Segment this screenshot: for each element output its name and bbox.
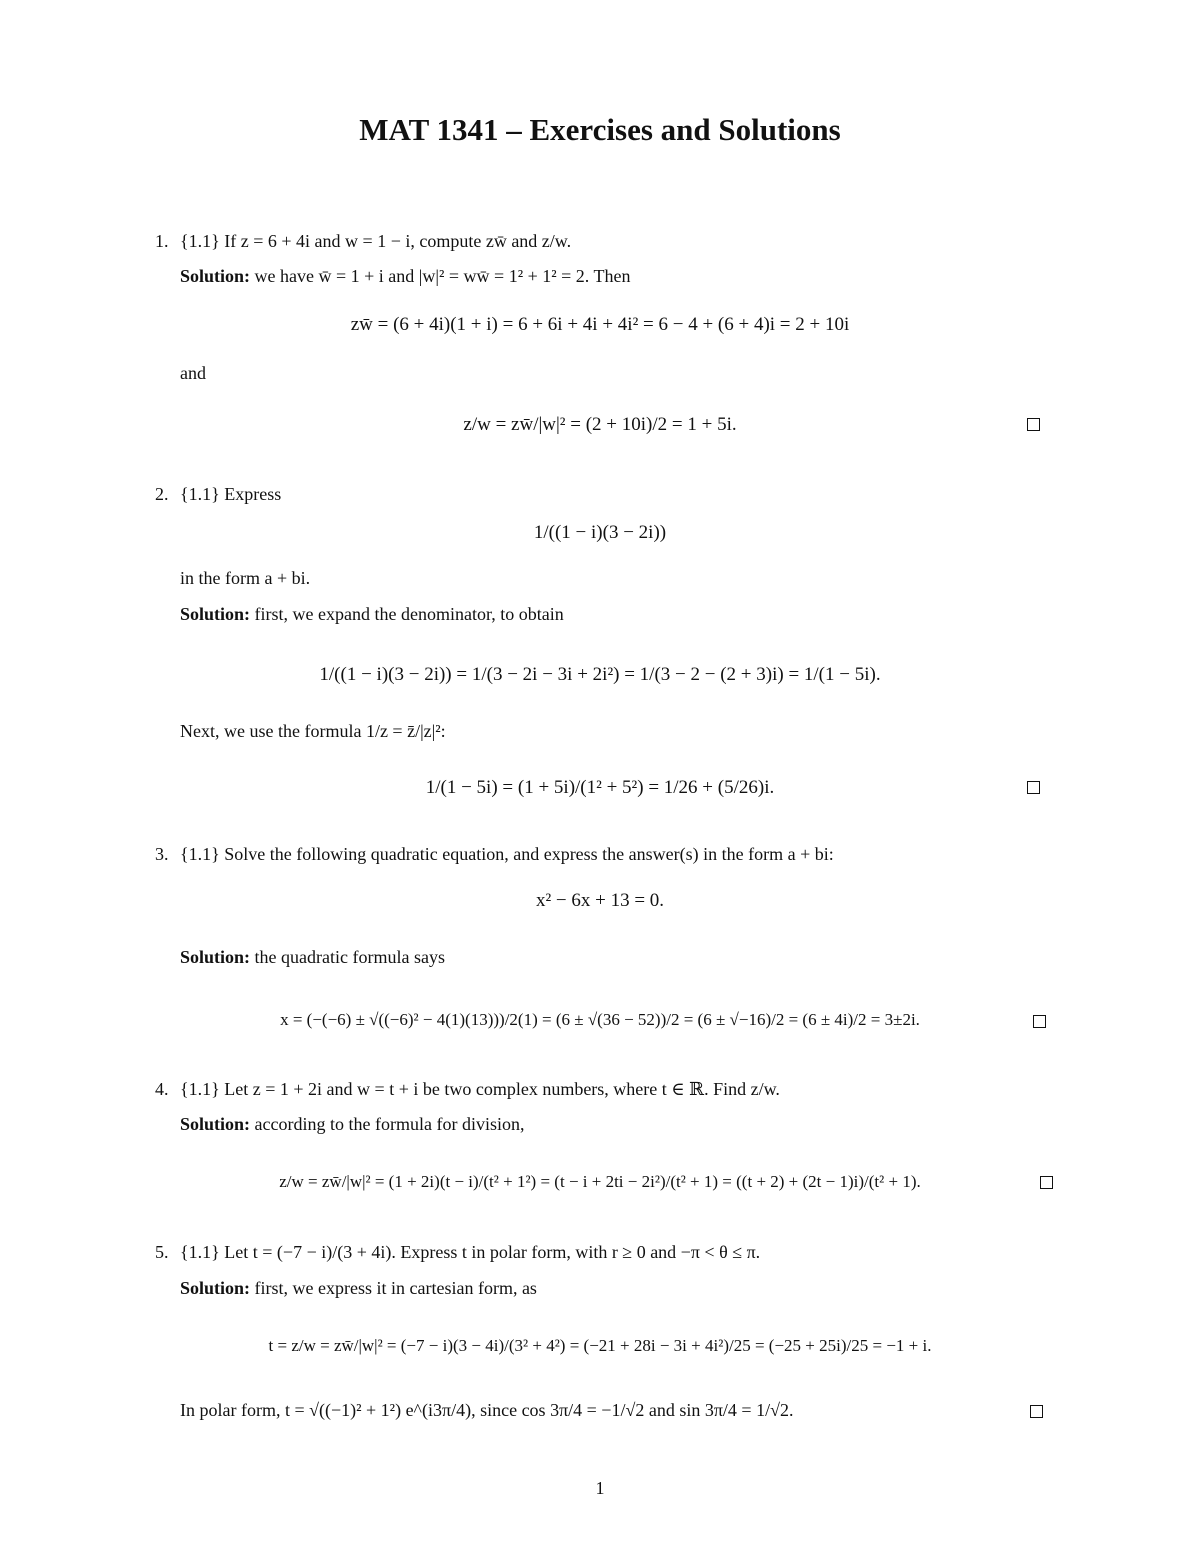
exercise-4-equation-1: z/w = zw̄/|w|² = (1 + 2i)(t − i)/(t² + 1²) = (t − i + 2ti − 2i²)/(t² + 1) = ((t + 2) + (2t − 1)i)/(t² + 1). <box>279 1172 921 1191</box>
exercise-2-number: 2. <box>155 484 169 504</box>
exercise-2-solution-intro: first, we expand the denominator, to obtain <box>254 604 564 624</box>
exercise-3-equation-1: x = (−(−6) ± √((−6)² − 4(1)(13)))/2(1) = (6 ± √(36 − 52))/2 = (6 ± √−16)/2 = (6 ± 4i)/2 = 3±2i. <box>280 1010 920 1029</box>
exercise-4-number: 4. <box>155 1079 169 1099</box>
exercise-5-solution <box>180 1278 537 1299</box>
qed-square-icon <box>1027 781 1040 794</box>
exercise-1-solution <box>180 266 630 287</box>
exercise-3-statement: {1.1} Solve the following quadratic equation, and express the answer(s) in the form a + bi: <box>180 844 834 864</box>
qed-square-icon <box>1027 418 1040 431</box>
exercise-4-solution-intro: according to the formula for division, <box>254 1114 525 1134</box>
exercise-2-statement-after: in the form a + bi. <box>180 568 311 588</box>
exercise-3-solution <box>180 947 445 968</box>
exercise-5-conclusion: In polar form, t = √((−1)² + 1²) e^(i3π/4), since cos 3π/4 = −1/√2 and sin 3π/4 = 1/√2. <box>180 1400 794 1420</box>
page-number: 1 <box>595 1478 605 1498</box>
exercise-1-number: 1. <box>155 231 169 251</box>
solution-label: Solution: <box>180 1278 251 1298</box>
exercise-5-solution-intro: first, we express it in cartesian form, as <box>254 1278 537 1298</box>
solution-label: Solution: <box>180 266 251 286</box>
solution-label: Solution: <box>180 604 251 624</box>
qed-square-icon <box>1040 1176 1053 1189</box>
exercise-2-statement: {1.1} Express <box>180 484 282 504</box>
exercise-2-equation-1: 1/((1 − i)(3 − 2i)) = 1/(3 − 2i − 3i + 2i²) = 1/(3 − 2 − (2 + 3)i) = 1/(1 − 5i). <box>319 664 881 685</box>
solution-label: Solution: <box>180 947 251 967</box>
exercise-1-connector: and <box>180 363 206 383</box>
exercise-2-expression: 1/((1 − i)(3 − 2i)) <box>533 522 667 543</box>
exercise-1-equation-2: z/w = zw̄/|w|² = (2 + 10i)/2 = 1 + 5i. <box>463 414 737 435</box>
exercise-5-number: 5. <box>155 1242 169 1262</box>
exercise-3-expression: x² − 6x + 13 = 0. <box>535 890 665 911</box>
exercise-2-solution <box>180 604 564 625</box>
exercise-1-solution-intro: we have w̄ = 1 + i and |w|² = ww̄ = 1² + 1² = 2. Then <box>254 266 631 286</box>
solution-label: Solution: <box>180 1114 251 1134</box>
exercise-5-equation-1: t = z/w = zw̄/|w|² = (−7 − i)(3 − 4i)/(3² + 4²) = (−21 + 28i − 3i + 4i²)/25 = (−25 + 25i)/25 = −1 + i. <box>268 1336 932 1355</box>
exercise-1-statement: {1.1} If z = 6 + 4i and w = 1 − i, compute zw̄ and z/w. <box>180 231 572 251</box>
exercise-5-statement: {1.1} Let t = (−7 − i)/(3 + 4i). Express t in polar form, with r ≥ 0 and −π < θ ≤ π. <box>180 1242 761 1262</box>
qed-square-icon <box>1030 1405 1043 1418</box>
exercise-4-statement: {1.1} Let z = 1 + 2i and w = t + i be two complex numbers, where t ∈ ℝ. Find z/w. <box>180 1079 780 1099</box>
exercise-3-number: 3. <box>155 844 169 864</box>
exercise-4-solution <box>180 1114 524 1135</box>
exercise-1-equation-1: zw̄ = (6 + 4i)(1 + i) = 6 + 6i + 4i + 4i² = 6 − 4 + (6 + 4)i = 2 + 10i <box>350 314 850 335</box>
qed-square-icon <box>1033 1015 1046 1028</box>
exercise-2-connector: Next, we use the formula 1/z = z̄/|z|²: <box>180 721 446 741</box>
exercise-3-solution-intro: the quadratic formula says <box>254 947 445 967</box>
exercise-2-equation-2: 1/(1 − 5i) = (1 + 5i)/(1² + 5²) = 1/26 + (5/26)i. <box>425 777 775 798</box>
page-title: MAT 1341 – Exercises and Solutions <box>359 112 841 147</box>
